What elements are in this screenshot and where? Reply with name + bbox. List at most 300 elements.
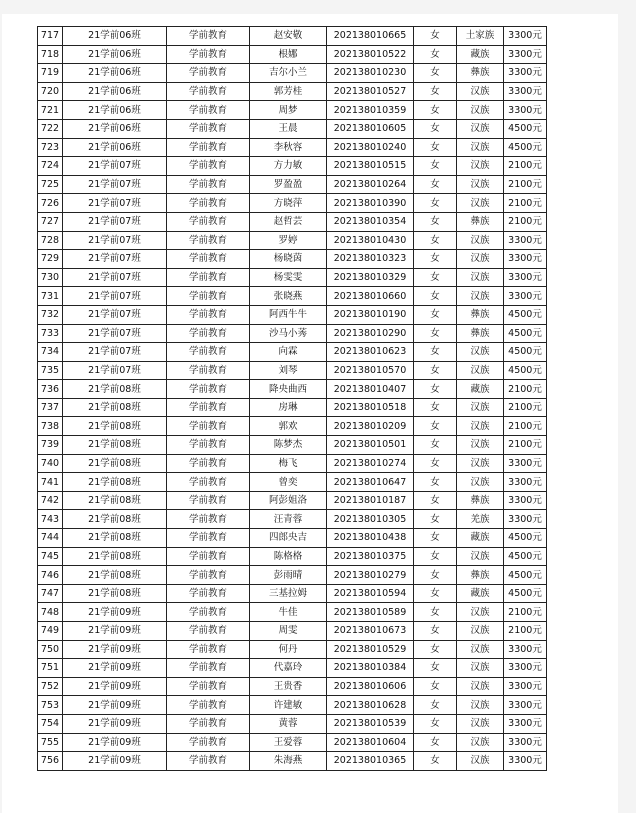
cell-amount: 3300元 [504, 510, 547, 529]
cell-student-id: 202138010323 [327, 250, 414, 269]
cell-class-name: 21学前08班 [63, 491, 167, 510]
cell-row-number: 725 [38, 175, 63, 194]
cell-ethnicity: 彝族 [457, 64, 504, 83]
cell-amount: 2100元 [504, 194, 547, 213]
cell-student-id: 202138010365 [327, 752, 414, 771]
cell-gender: 女 [414, 696, 457, 715]
cell-student-name: 王爱蓉 [250, 733, 327, 752]
table-row [38, 287, 547, 306]
cell-ethnicity: 汉族 [457, 659, 504, 678]
cell-ethnicity: 土家族 [457, 27, 504, 46]
cell-major: 学前教育 [167, 324, 250, 343]
cell-gender: 女 [414, 231, 457, 250]
cell-class-name: 21学前06班 [63, 27, 167, 46]
cell-major: 学前教育 [167, 436, 250, 455]
table-row [38, 491, 547, 510]
cell-amount: 2100元 [504, 380, 547, 399]
table-row [38, 250, 547, 269]
table-row [38, 157, 547, 176]
table-row [38, 752, 547, 771]
cell-amount: 3300元 [504, 268, 547, 287]
cell-row-number: 739 [38, 436, 63, 455]
cell-major: 学前教育 [167, 640, 250, 659]
cell-gender: 女 [414, 752, 457, 771]
table-row [38, 398, 547, 417]
cell-ethnicity: 藏族 [457, 380, 504, 399]
cell-major: 学前教育 [167, 194, 250, 213]
cell-student-id: 202138010305 [327, 510, 414, 529]
table-row [38, 640, 547, 659]
cell-gender: 女 [414, 268, 457, 287]
cell-major: 学前教育 [167, 82, 250, 101]
cell-row-number: 730 [38, 268, 63, 287]
cell-row-number: 747 [38, 584, 63, 603]
cell-student-name: 罗婷 [250, 231, 327, 250]
table-row [38, 714, 547, 733]
cell-amount: 2100元 [504, 212, 547, 231]
cell-major: 学前教育 [167, 27, 250, 46]
cell-amount: 3300元 [504, 454, 547, 473]
cell-ethnicity: 汉族 [457, 343, 504, 362]
cell-class-name: 21学前09班 [63, 733, 167, 752]
cell-ethnicity: 汉族 [457, 417, 504, 436]
cell-student-id: 202138010290 [327, 324, 414, 343]
student-table [37, 26, 547, 771]
cell-student-id: 202138010190 [327, 305, 414, 324]
cell-student-name: 许建敏 [250, 696, 327, 715]
cell-class-name: 21学前09班 [63, 696, 167, 715]
cell-row-number: 744 [38, 529, 63, 548]
cell-class-name: 21学前07班 [63, 157, 167, 176]
cell-row-number: 717 [38, 27, 63, 46]
cell-row-number: 741 [38, 473, 63, 492]
cell-amount: 4500元 [504, 547, 547, 566]
table-row [38, 566, 547, 585]
cell-gender: 女 [414, 547, 457, 566]
cell-major: 学前教育 [167, 584, 250, 603]
cell-major: 学前教育 [167, 752, 250, 771]
cell-ethnicity: 彝族 [457, 566, 504, 585]
cell-ethnicity: 汉族 [457, 101, 504, 120]
table-row [38, 231, 547, 250]
cell-student-name: 方力敏 [250, 157, 327, 176]
cell-student-name: 陈梦杰 [250, 436, 327, 455]
cell-student-id: 202138010604 [327, 733, 414, 752]
cell-ethnicity: 汉族 [457, 138, 504, 157]
cell-row-number: 745 [38, 547, 63, 566]
cell-major: 学前教育 [167, 64, 250, 83]
cell-ethnicity: 藏族 [457, 584, 504, 603]
cell-row-number: 734 [38, 343, 63, 362]
cell-student-name: 黄蓉 [250, 714, 327, 733]
cell-student-id: 202138010230 [327, 64, 414, 83]
cell-amount: 4500元 [504, 138, 547, 157]
cell-gender: 女 [414, 473, 457, 492]
cell-gender: 女 [414, 138, 457, 157]
cell-ethnicity: 汉族 [457, 436, 504, 455]
cell-class-name: 21学前08班 [63, 454, 167, 473]
cell-major: 学前教育 [167, 287, 250, 306]
cell-ethnicity: 汉族 [457, 733, 504, 752]
cell-amount: 3300元 [504, 714, 547, 733]
cell-amount: 4500元 [504, 361, 547, 380]
cell-class-name: 21学前06班 [63, 82, 167, 101]
cell-major: 学前教育 [167, 473, 250, 492]
cell-row-number: 749 [38, 622, 63, 641]
cell-class-name: 21学前07班 [63, 343, 167, 362]
cell-student-name: 牛佳 [250, 603, 327, 622]
cell-student-name: 杨雯雯 [250, 268, 327, 287]
cell-gender: 女 [414, 603, 457, 622]
cell-amount: 4500元 [504, 305, 547, 324]
cell-student-name: 吉尔小兰 [250, 64, 327, 83]
cell-class-name: 21学前07班 [63, 175, 167, 194]
cell-major: 学前教育 [167, 529, 250, 548]
cell-student-name: 周雯 [250, 622, 327, 641]
cell-amount: 3300元 [504, 287, 547, 306]
cell-amount: 4500元 [504, 529, 547, 548]
cell-major: 学前教育 [167, 454, 250, 473]
cell-row-number: 729 [38, 250, 63, 269]
cell-row-number: 728 [38, 231, 63, 250]
cell-row-number: 724 [38, 157, 63, 176]
cell-student-id: 202138010665 [327, 27, 414, 46]
cell-ethnicity: 汉族 [457, 714, 504, 733]
cell-row-number: 756 [38, 752, 63, 771]
cell-amount: 3300元 [504, 659, 547, 678]
cell-amount: 2100元 [504, 436, 547, 455]
cell-ethnicity: 汉族 [457, 231, 504, 250]
table-row [38, 380, 547, 399]
cell-row-number: 748 [38, 603, 63, 622]
cell-row-number: 723 [38, 138, 63, 157]
table-row [38, 101, 547, 120]
cell-major: 学前教育 [167, 45, 250, 64]
cell-student-id: 202138010673 [327, 622, 414, 641]
cell-gender: 女 [414, 212, 457, 231]
table-row [38, 138, 547, 157]
cell-gender: 女 [414, 566, 457, 585]
cell-ethnicity: 彝族 [457, 305, 504, 324]
cell-student-id: 202138010570 [327, 361, 414, 380]
cell-class-name: 21学前07班 [63, 194, 167, 213]
cell-student-id: 202138010660 [327, 287, 414, 306]
cell-major: 学前教育 [167, 101, 250, 120]
cell-amount: 3300元 [504, 250, 547, 269]
cell-class-name: 21学前08班 [63, 436, 167, 455]
cell-major: 学前教育 [167, 268, 250, 287]
table-row [38, 194, 547, 213]
table-row [38, 82, 547, 101]
table-row [38, 510, 547, 529]
cell-student-id: 202138010279 [327, 566, 414, 585]
cell-student-id: 202138010430 [327, 231, 414, 250]
cell-gender: 女 [414, 324, 457, 343]
cell-class-name: 21学前06班 [63, 64, 167, 83]
cell-amount: 3300元 [504, 733, 547, 752]
cell-major: 学前教育 [167, 547, 250, 566]
cell-amount: 2100元 [504, 157, 547, 176]
table-row [38, 175, 547, 194]
cell-ethnicity: 汉族 [457, 752, 504, 771]
cell-amount: 3300元 [504, 101, 547, 120]
cell-class-name: 21学前07班 [63, 287, 167, 306]
cell-major: 学前教育 [167, 677, 250, 696]
cell-gender: 女 [414, 659, 457, 678]
cell-gender: 女 [414, 677, 457, 696]
cell-ethnicity: 汉族 [457, 398, 504, 417]
cell-student-id: 202138010264 [327, 175, 414, 194]
cell-row-number: 754 [38, 714, 63, 733]
table-row [38, 659, 547, 678]
cell-gender: 女 [414, 45, 457, 64]
cell-student-id: 202138010359 [327, 101, 414, 120]
table-row [38, 584, 547, 603]
table-row [38, 305, 547, 324]
cell-student-id: 202138010527 [327, 82, 414, 101]
cell-ethnicity: 汉族 [457, 473, 504, 492]
cell-row-number: 732 [38, 305, 63, 324]
table-row [38, 268, 547, 287]
table-row [38, 603, 547, 622]
cell-gender: 女 [414, 640, 457, 659]
cell-ethnicity: 汉族 [457, 547, 504, 566]
cell-class-name: 21学前09班 [63, 714, 167, 733]
cell-gender: 女 [414, 305, 457, 324]
cell-ethnicity: 汉族 [457, 640, 504, 659]
table-row [38, 473, 547, 492]
cell-student-name: 赵安敬 [250, 27, 327, 46]
cell-student-name: 阿彭姐洛 [250, 491, 327, 510]
cell-amount: 3300元 [504, 82, 547, 101]
cell-major: 学前教育 [167, 212, 250, 231]
cell-amount: 2100元 [504, 622, 547, 641]
cell-major: 学前教育 [167, 380, 250, 399]
cell-student-id: 202138010274 [327, 454, 414, 473]
cell-row-number: 720 [38, 82, 63, 101]
cell-major: 学前教育 [167, 305, 250, 324]
cell-student-name: 杨晓茵 [250, 250, 327, 269]
cell-student-name: 郭欢 [250, 417, 327, 436]
cell-student-id: 202138010647 [327, 473, 414, 492]
cell-row-number: 743 [38, 510, 63, 529]
cell-gender: 女 [414, 436, 457, 455]
table-row [38, 696, 547, 715]
cell-student-id: 202138010518 [327, 398, 414, 417]
cell-student-id: 202138010539 [327, 714, 414, 733]
viewer-top-strip [0, 0, 636, 14]
cell-major: 学前教育 [167, 566, 250, 585]
cell-gender: 女 [414, 119, 457, 138]
cell-row-number: 753 [38, 696, 63, 715]
cell-student-name: 王贵香 [250, 677, 327, 696]
cell-gender: 女 [414, 287, 457, 306]
cell-ethnicity: 汉族 [457, 175, 504, 194]
cell-student-name: 沙马小莠 [250, 324, 327, 343]
cell-student-id: 202138010384 [327, 659, 414, 678]
cell-student-id: 202138010501 [327, 436, 414, 455]
cell-row-number: 722 [38, 119, 63, 138]
cell-major: 学前教育 [167, 138, 250, 157]
cell-student-name: 何丹 [250, 640, 327, 659]
cell-amount: 4500元 [504, 119, 547, 138]
cell-student-name: 陈格格 [250, 547, 327, 566]
cell-major: 学前教育 [167, 157, 250, 176]
cell-amount: 4500元 [504, 343, 547, 362]
cell-amount: 4500元 [504, 324, 547, 343]
cell-student-id: 202138010329 [327, 268, 414, 287]
cell-major: 学前教育 [167, 603, 250, 622]
cell-gender: 女 [414, 510, 457, 529]
cell-student-id: 202138010515 [327, 157, 414, 176]
cell-student-name: 郭芳桂 [250, 82, 327, 101]
cell-row-number: 719 [38, 64, 63, 83]
cell-class-name: 21学前07班 [63, 212, 167, 231]
cell-ethnicity: 汉族 [457, 82, 504, 101]
cell-student-id: 202138010606 [327, 677, 414, 696]
cell-class-name: 21学前08班 [63, 510, 167, 529]
cell-class-name: 21学前08班 [63, 584, 167, 603]
cell-class-name: 21学前09班 [63, 640, 167, 659]
cell-student-name: 向霖 [250, 343, 327, 362]
cell-ethnicity: 汉族 [457, 622, 504, 641]
cell-row-number: 727 [38, 212, 63, 231]
cell-student-id: 202138010209 [327, 417, 414, 436]
cell-major: 学前教育 [167, 231, 250, 250]
cell-class-name: 21学前08班 [63, 417, 167, 436]
cell-row-number: 735 [38, 361, 63, 380]
cell-ethnicity: 汉族 [457, 194, 504, 213]
cell-gender: 女 [414, 64, 457, 83]
cell-ethnicity: 彝族 [457, 324, 504, 343]
cell-student-id: 202138010390 [327, 194, 414, 213]
table-row [38, 677, 547, 696]
cell-class-name: 21学前07班 [63, 361, 167, 380]
cell-amount: 3300元 [504, 64, 547, 83]
cell-student-id: 202138010187 [327, 491, 414, 510]
cell-row-number: 718 [38, 45, 63, 64]
cell-major: 学前教育 [167, 491, 250, 510]
table-row [38, 324, 547, 343]
cell-student-name: 代嘉玲 [250, 659, 327, 678]
table-row [38, 27, 547, 46]
cell-major: 学前教育 [167, 175, 250, 194]
table-row [38, 622, 547, 641]
cell-row-number: 742 [38, 491, 63, 510]
cell-amount: 2100元 [504, 175, 547, 194]
table-row [38, 529, 547, 548]
cell-student-name: 房琳 [250, 398, 327, 417]
cell-class-name: 21学前07班 [63, 250, 167, 269]
cell-gender: 女 [414, 398, 457, 417]
cell-class-name: 21学前09班 [63, 677, 167, 696]
table-row [38, 64, 547, 83]
cell-class-name: 21学前09班 [63, 603, 167, 622]
cell-row-number: 738 [38, 417, 63, 436]
cell-amount: 3300元 [504, 473, 547, 492]
table-row [38, 119, 547, 138]
cell-ethnicity: 汉族 [457, 287, 504, 306]
cell-student-name: 周梦 [250, 101, 327, 120]
cell-row-number: 751 [38, 659, 63, 678]
cell-major: 学前教育 [167, 733, 250, 752]
table-row [38, 436, 547, 455]
cell-student-id: 202138010628 [327, 696, 414, 715]
table-row [38, 361, 547, 380]
cell-gender: 女 [414, 417, 457, 436]
cell-gender: 女 [414, 714, 457, 733]
cell-student-name: 梅飞 [250, 454, 327, 473]
cell-class-name: 21学前08班 [63, 547, 167, 566]
cell-amount: 4500元 [504, 566, 547, 585]
cell-class-name: 21学前06班 [63, 45, 167, 64]
cell-gender: 女 [414, 733, 457, 752]
cell-row-number: 755 [38, 733, 63, 752]
cell-student-id: 202138010623 [327, 343, 414, 362]
cell-student-name: 朱海燕 [250, 752, 327, 771]
cell-major: 学前教育 [167, 659, 250, 678]
cell-gender: 女 [414, 175, 457, 194]
table-row [38, 454, 547, 473]
cell-class-name: 21学前07班 [63, 305, 167, 324]
cell-student-name: 降央曲西 [250, 380, 327, 399]
cell-ethnicity: 汉族 [457, 696, 504, 715]
cell-class-name: 21学前06班 [63, 138, 167, 157]
cell-major: 学前教育 [167, 119, 250, 138]
cell-student-id: 202138010605 [327, 119, 414, 138]
cell-student-id: 202138010589 [327, 603, 414, 622]
cell-row-number: 721 [38, 101, 63, 120]
cell-row-number: 740 [38, 454, 63, 473]
cell-student-id: 202138010240 [327, 138, 414, 157]
cell-class-name: 21学前08班 [63, 566, 167, 585]
cell-class-name: 21学前07班 [63, 231, 167, 250]
cell-student-id: 202138010438 [327, 529, 414, 548]
cell-student-name: 三基拉姆 [250, 584, 327, 603]
cell-gender: 女 [414, 157, 457, 176]
cell-ethnicity: 汉族 [457, 119, 504, 138]
table-row [38, 212, 547, 231]
cell-ethnicity: 汉族 [457, 454, 504, 473]
cell-student-id: 202138010529 [327, 640, 414, 659]
cell-major: 学前教育 [167, 510, 250, 529]
cell-ethnicity: 彝族 [457, 491, 504, 510]
cell-ethnicity: 藏族 [457, 529, 504, 548]
cell-class-name: 21学前06班 [63, 119, 167, 138]
cell-class-name: 21学前08班 [63, 398, 167, 417]
table-row [38, 417, 547, 436]
table-row [38, 547, 547, 566]
cell-ethnicity: 彝族 [457, 212, 504, 231]
cell-amount: 3300元 [504, 491, 547, 510]
cell-class-name: 21学前08班 [63, 529, 167, 548]
cell-major: 学前教育 [167, 398, 250, 417]
cell-ethnicity: 汉族 [457, 250, 504, 269]
cell-class-name: 21学前08班 [63, 380, 167, 399]
table-body [38, 27, 547, 771]
cell-gender: 女 [414, 584, 457, 603]
cell-major: 学前教育 [167, 696, 250, 715]
cell-class-name: 21学前09班 [63, 752, 167, 771]
cell-ethnicity: 汉族 [457, 677, 504, 696]
cell-row-number: 750 [38, 640, 63, 659]
cell-student-id: 202138010375 [327, 547, 414, 566]
cell-amount: 2100元 [504, 417, 547, 436]
cell-amount: 3300元 [504, 231, 547, 250]
cell-amount: 3300元 [504, 45, 547, 64]
cell-student-name: 方晓萍 [250, 194, 327, 213]
cell-student-name: 四郎央吉 [250, 529, 327, 548]
